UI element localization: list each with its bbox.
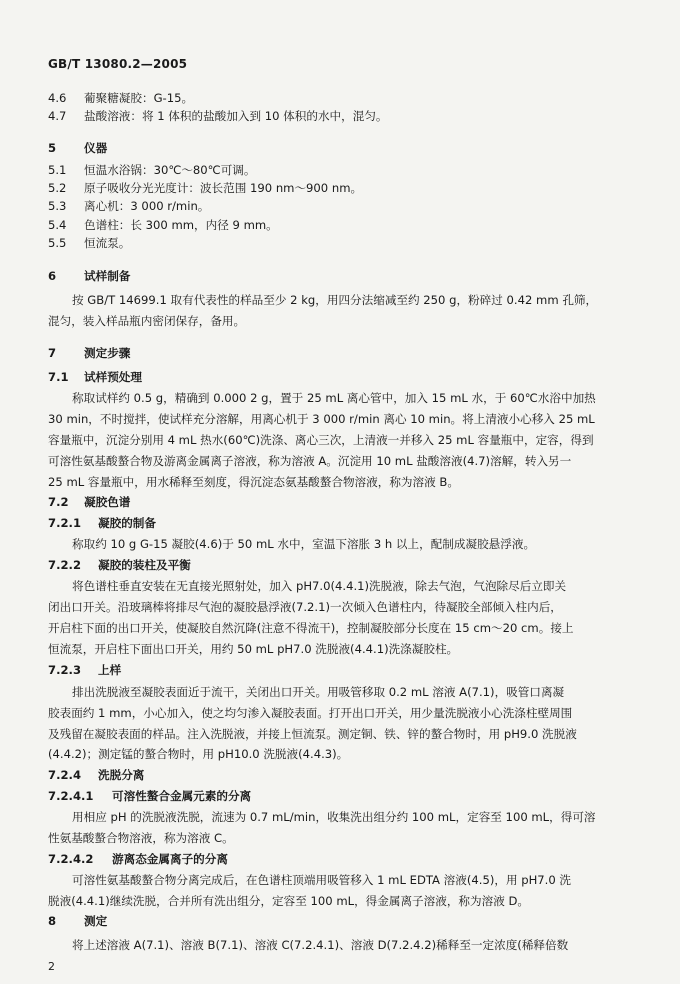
paragraph-7-2-2-line: 开启柱下面的出口开关，使凝胶自然沉降(注意不得流干)，控制凝胶部分长度在 15 cm～20 cm。接上 <box>48 621 574 635</box>
clause-5-4: 5.4 色谱柱：长 300 mm，内径 9 mm。 <box>48 218 278 232</box>
section-5-heading: 5 仪器 <box>48 141 108 155</box>
clause-5-1: 5.1 恒温水浴锅：30℃～80℃可调。 <box>48 163 256 177</box>
section-8-heading: 8 测定 <box>48 914 108 928</box>
clause-7-2-1-heading: 7.2.1 凝胶的制备 <box>48 516 156 530</box>
paragraph-7-2-4-2-line: 可溶性氨基酸螯合物分离完成后，在色谱柱顶端用吸管移入 1 mL EDTA 溶液(4.5)，用 pH7.0 洗 <box>72 873 572 887</box>
section-6-heading: 6 试样制备 <box>48 269 131 283</box>
clause-7-2-heading: 7.2 凝胶色谱 <box>48 495 131 509</box>
paragraph-7-2-2-line: 将色谱柱垂直安装在无直接光照射处，加入 pH7.0(4.4.1)洗脱液，除去气泡，气泡除尽后立即关 <box>72 579 567 593</box>
clause-7-2-3-heading: 7.2.3 上样 <box>48 663 122 677</box>
paragraph-6-line: 按 GB/T 14699.1 取有代表性的样品至少 2 kg，用四分法缩减至约 250 g，粉碎过 0.42 mm 孔筛， <box>72 293 598 307</box>
paragraph-6-line: 混匀，装入样品瓶内密闭保存，备用。 <box>48 314 246 328</box>
standard-code-header: GB/T 13080.2—2005 <box>48 57 188 71</box>
clause-5-2: 5.2 原子吸收分光光度计：波长范围 190 nm～900 nm。 <box>48 181 363 195</box>
paragraph-7-1-line: 25 mL 容量瓶中，用水稀释至刻度，得沉淀态氨基酸螯合物溶液，称为溶液 B。 <box>48 475 459 489</box>
paragraph-8-line: 将上述溶液 A(7.1)、溶液 B(7.1)、溶液 C(7.2.4.1)、溶液 D(7.2.4.2)稀释至一定浓度(稀释倍数 <box>72 938 569 952</box>
clause-4-6: 4.6 葡聚糖凝胶：G-15。 <box>48 91 194 105</box>
paragraph-7-2-3-line: 及残留在凝胶表面的样品。注入洗脱液，并接上恒流泵。测定铜、铁、锌的螯合物时，用 pH9.0 洗脱液 <box>48 727 577 741</box>
section-7-heading: 7 测定步骤 <box>48 346 131 360</box>
page-number: 2 <box>48 960 55 973</box>
paragraph-7-2-2-line: 恒流泵，开启柱下面出口开关，用约 50 mL pH7.0 洗脱液(4.4.1)洗涤凝胶柱。 <box>48 642 459 656</box>
paragraph-7-2-3-line: 排出洗脱液至凝胶表面近于流干，关闭出口开关。用吸管移取 0.2 mL 溶液 A(7.1)，吸管口离凝 <box>72 685 565 699</box>
clause-7-1-heading: 7.1 试样预处理 <box>48 370 142 384</box>
paragraph-7-2-3-line: (4.4.2)；测定锰的螯合物时，用 pH10.0 洗脱液(4.4.3)。 <box>48 747 349 761</box>
paragraph-7-2-3-line: 胶表面约 1 mm，小心加入，使之均匀渗入凝胶表面。打开出口开关，用少量洗脱液小心洗涤柱壁周围 <box>48 706 573 720</box>
paragraph-7-2-4-1-line: 性氨基酸螯合物溶液，称为溶液 C。 <box>48 831 234 845</box>
paragraph-7-1-line: 称取试样约 0.5 g，精确到 0.000 2 g，置于 25 mL 离心管中，加入 15 mL 水，于 60℃水浴中加热 <box>72 391 596 405</box>
paragraph-7-2-4-1-line: 用相应 pH 的洗脱液洗脱，流速为 0.7 mL/min，收集洗出组分约 100 mL，定容至 100 mL，得可溶 <box>72 810 596 824</box>
clause-7-2-2-heading: 7.2.2 凝胶的装柱及平衡 <box>48 558 191 572</box>
clause-7-2-4-1-heading: 7.2.4.1 可溶性螯合金属元素的分离 <box>48 789 252 803</box>
paragraph-7-1-line: 30 min，不时搅拌，使试样充分溶解，用离心机于 3 000 r/min 离心 10 min。将上清液小心移入 25 mL <box>48 412 595 426</box>
paragraph-7-1-line: 容量瓶中，沉淀分别用 4 mL 热水(60℃)洗涤、离心三次，上清液一并移入 25 mL 容量瓶中，定容，得到 <box>48 433 594 447</box>
clause-4-7: 4.7 盐酸溶液：将 1 体积的盐酸加入到 10 体积的水中，混匀。 <box>48 109 388 123</box>
paragraph-7-2-1-line: 称取约 10 g G-15 凝胶(4.6)于 50 mL 水中，室温下溶胀 3 h 以上，配制成凝胶悬浮液。 <box>72 537 536 551</box>
clause-5-5: 5.5 恒流泵。 <box>48 236 131 250</box>
paragraph-7-2-4-2-line: 脱液(4.4.1)继续洗脱，合并所有洗出组分，定容至 100 mL，得金属离子溶液，称为溶液 D。 <box>48 894 530 908</box>
clause-7-2-4-2-heading: 7.2.4.2 游离态金属离子的分离 <box>48 852 228 866</box>
clause-5-3: 5.3 离心机：3 000 r/min。 <box>48 199 210 213</box>
clause-7-2-4-heading: 7.2.4 洗脱分离 <box>48 768 145 782</box>
paragraph-7-1-line: 可溶性氨基酸螯合物及游离金属离子溶液，称为溶液 A。沉淀用 10 mL 盐酸溶液(4.7)溶解，转入另一 <box>48 454 572 468</box>
paragraph-7-2-2-line: 闭出口开关。沿玻璃棒将排尽气泡的凝胶悬浮液(7.2.1)一次倾入色谱柱内，待凝胶全部倾入柱内后， <box>48 600 562 614</box>
